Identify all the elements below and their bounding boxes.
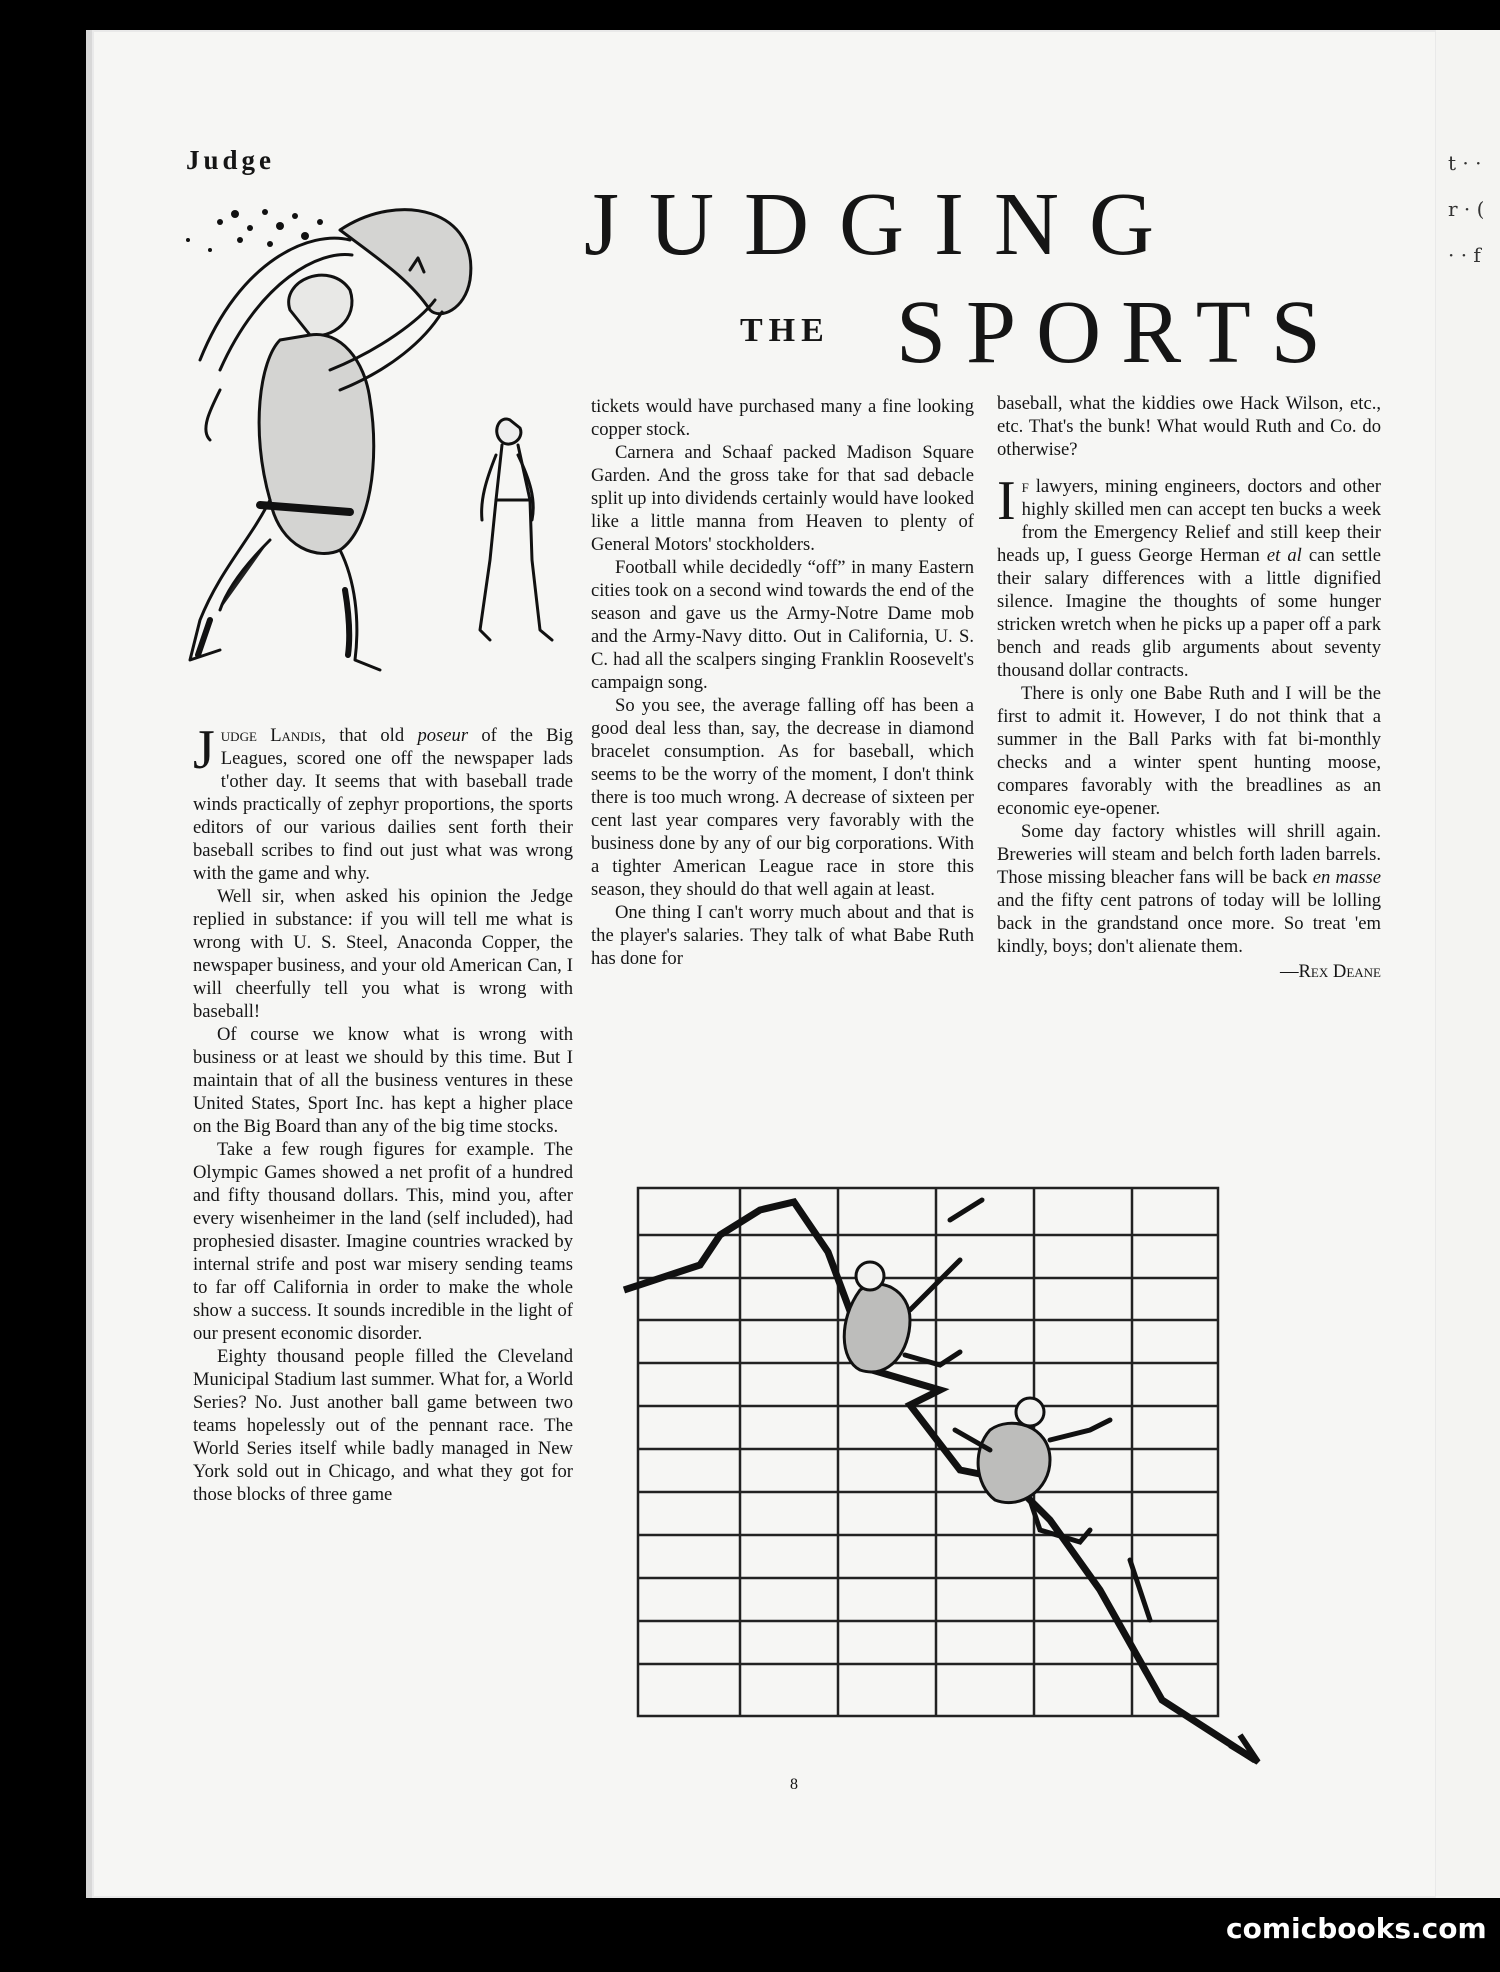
paragraph: Football while decidedly “off” in many Eastern cities took on a second wind towards the end of the season and gave us the Army-Notre Dame mob and the Army-Navy ditto. Out in California, U. S. C. had all the scalpers singing Franklin Roosevelt's campaign song.	[591, 557, 974, 693]
paragraph: So you see, the average falling off has been a good deal less than, say, the decrease in diamond bracelet consumption. As for baseball, which seems to be the worry of the moment, I don't think there is too much wrong. A decrease of sixteen per cent last year compares very favorably with the business done by any of our big corporations. With a tighter American League race in store this season, they should do that well again at least.	[591, 695, 974, 900]
drop-cap: I	[997, 470, 1016, 532]
paragraph: baseball, what the kiddies owe Hack Wilson, etc., etc. That's the bunk! What would Ruth and Co. do otherwise?	[997, 393, 1381, 460]
paragraph: Take a few rough figures for example. The Olympic Games showed a net profit of a hundred and fifty thousand dollars. This, mind you, after every wisenheimer in the land (self included), had prophesied disaster. Imagine countries wracked by internal strife and post war misery sending teams to far off California in order to make the whole show a success. It sounds incredible in the light of our present economic disorder.	[193, 1139, 573, 1344]
paragraph	[193, 719, 573, 885]
drop-cap: J	[193, 719, 215, 781]
article-column-2	[591, 395, 974, 970]
text-run: of the Big Leagues, scored one off the newspaper lads t'other day. It seems that with baseball trade winds practically of zephyr proportions, the sports editors of our various dailies sent forth their baseball scribes to find out just what was wrong with the game and why.	[193, 725, 573, 884]
paragraph: There is only one Babe Ruth and I will be the first to admit it. However, I do not think that a summer in the Ball Parks with fat bi-monthly checks and a winter spent hunting moose, compares favorably with the breadlines as an economic eye-opener.	[997, 683, 1381, 819]
italic-text: en masse	[1312, 867, 1381, 888]
page-number: 8	[790, 1776, 798, 1793]
paragraph	[997, 820, 1381, 958]
byline: —Rex Deane	[1279, 961, 1381, 982]
text-run: Some day factory whistles will shrill again. Breweries will steam and belch forth laden barrels. Those missing bleacher fans will be back	[997, 821, 1381, 888]
paragraph: Eighty thousand people filled the Cleveland Municipal Stadium last summer. What for, a World Series? No. Just another ball game between two teams hopelessly out of the pennant race. The World Series itself while badly managed in New York sold out in Chicago, and what they got for those blocks of three game	[193, 1346, 573, 1505]
facing-page-marks: t · · r · ( · · f	[1448, 151, 1485, 267]
text-run: can settle their salary differences with a little dignified silence. Imagine the thoughts of some hunger stricken wretch when he picks up a paper off a park bench and reads glib arguments about seventy thousand dollar contracts.	[997, 545, 1382, 681]
falling-chart-illustration	[610, 1180, 1270, 1780]
text-run: and the fifty cent patrons of today will be lolling back in the grandstand once more. So treat 'em kindly, boys; don't alienate them.	[997, 890, 1381, 957]
italic-text: et al	[1266, 545, 1302, 566]
paragraph: Of course we know what is wrong with business or at least we should by this time. But I maintain that of all the business ventures in these United States, Sport Inc. has kept a higher place on the Big Board than any of the big time stocks.	[193, 1024, 573, 1137]
cartoon-illustration	[180, 200, 590, 690]
paragraph: One thing I can't worry much about and that is the player's salaries. They talk of what Babe Ruth has done for	[591, 902, 974, 969]
paragraph	[997, 470, 1382, 682]
text-run: lawyers, mining engineers, doctors and other highly skilled men can accept ten bucks a week from the Emergency Relief and still keep their heads up, I guess George Herman	[997, 476, 1381, 566]
text-run: that old	[325, 725, 418, 746]
paragraph: Well sir, when asked his opinion the Jedge replied in substance: if you will tell me what is wrong with U. S. Steel, Anaconda Copper, the newspaper business, and your old American Can, I will cheerfully tell you what is wrong with baseball!	[193, 886, 573, 1022]
headline-judging: JUDGING	[584, 175, 1184, 274]
article-column-3	[997, 392, 1381, 983]
paragraph: Carnera and Schaaf packed Madison Square Garden. And the gross take for that sad debacle split up into dividends certainly would have looked like a little manna from Heaven to plenty of General Motors' stockholders.	[591, 442, 974, 555]
watermark: comicbooks.com	[1226, 1912, 1487, 1945]
headline-sports: SPORTS	[896, 283, 1341, 382]
article-column-1	[193, 719, 573, 1506]
lead-in: f	[1021, 476, 1029, 497]
paragraph: tickets would have purchased many a fine looking copper stock.	[591, 396, 974, 440]
italic-text: poseur	[417, 725, 469, 746]
masthead: Judge	[186, 145, 276, 175]
lead-in: udge Landis,	[220, 725, 326, 746]
headline-the: THE	[740, 312, 830, 349]
